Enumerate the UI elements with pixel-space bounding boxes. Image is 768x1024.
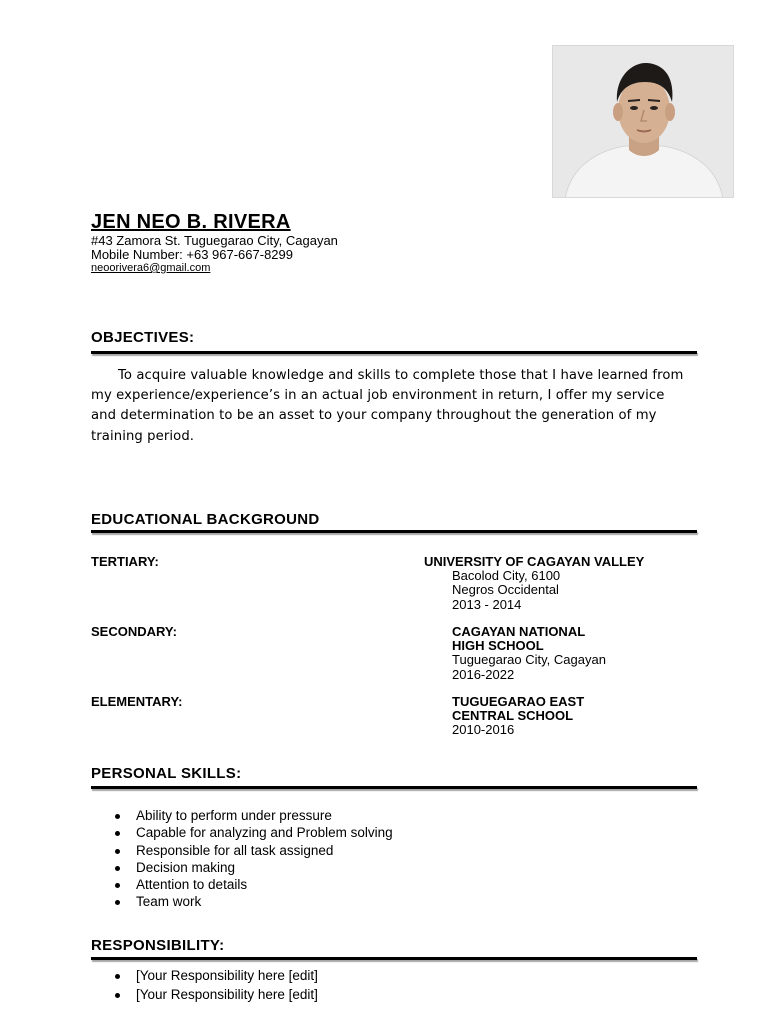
bullet-icon xyxy=(115,866,120,871)
tertiary-details xyxy=(424,555,644,612)
section-divider xyxy=(91,351,697,354)
list-item: Team work xyxy=(112,893,393,910)
bullet-icon xyxy=(115,900,120,905)
secondary-school-line2: HIGH SCHOOL xyxy=(452,638,544,654)
responsibility-heading: RESPONSIBILITY: xyxy=(91,937,225,954)
list-item: Responsible for all task assigned xyxy=(112,842,393,859)
bullet-icon xyxy=(115,883,120,888)
objectives-heading: OBJECTIVES: xyxy=(91,329,195,346)
list-item: Capable for analyzing and Problem solving xyxy=(112,824,393,841)
address: #43 Zamora St. Tuguegarao City, Cagayan xyxy=(91,233,338,248)
bullet-icon xyxy=(115,974,120,979)
secondary-school-line1: CAGAYAN NATIONAL xyxy=(452,624,586,639)
mobile-number: Mobile Number: +63 967-667-8299 xyxy=(91,247,293,262)
list-item: [Your Responsibility here [edit] xyxy=(112,966,318,985)
tertiary-school: UNIVERSITY OF CAGAYAN VALLEY xyxy=(424,554,645,569)
tertiary-label: TERTIARY: xyxy=(91,554,159,569)
education-heading: EDUCATIONAL BACKGROUND xyxy=(91,511,320,528)
secondary-years: 2016-2022 xyxy=(452,666,515,682)
responsibility-list xyxy=(112,966,318,1004)
tertiary-years: 2013 - 2014 xyxy=(452,596,522,612)
elementary-school-line1: TUGUEGARAO EAST xyxy=(452,694,585,709)
profile-photo xyxy=(552,45,734,198)
elementary-details xyxy=(452,695,584,738)
skills-heading: PERSONAL SKILLS: xyxy=(91,765,242,782)
secondary-details xyxy=(452,625,606,682)
list-item: [Your Responsibility here [edit] xyxy=(112,985,318,1004)
list-item: Decision making xyxy=(112,859,393,876)
secondary-location: Tuguegarao City, Cagayan xyxy=(452,652,606,668)
applicant-name: JEN NEO B. RIVERA xyxy=(91,211,291,233)
elementary-school-line2: CENTRAL SCHOOL xyxy=(452,708,574,724)
objectives-paragraph: To acquire valuable knowledge and skills to complete those that I have learned from my experience/experience’s in an actual job environment in return, I offer my service and determination to be an asset to your company throughout the generation of my training period. xyxy=(91,368,684,444)
tertiary-city: Bacolod City, 6100 xyxy=(452,568,561,584)
bullet-icon xyxy=(115,831,120,836)
section-divider xyxy=(91,530,697,533)
list-item: Ability to perform under pressure xyxy=(112,807,393,824)
tertiary-province: Negros Occidental xyxy=(452,582,559,598)
skills-list xyxy=(112,807,393,911)
email-link[interactable]: neoorivera6@gmail.com xyxy=(91,262,211,274)
elementary-years: 2010-2016 xyxy=(452,722,515,738)
person-portrait-icon xyxy=(553,46,734,198)
bullet-icon xyxy=(115,849,120,854)
section-divider xyxy=(91,786,697,789)
list-item: Attention to details xyxy=(112,876,393,893)
bullet-icon xyxy=(115,993,120,998)
secondary-label: SECONDARY: xyxy=(91,624,177,639)
section-divider xyxy=(91,957,697,960)
bullet-icon xyxy=(115,814,120,819)
elementary-label: ELEMENTARY: xyxy=(91,694,183,709)
